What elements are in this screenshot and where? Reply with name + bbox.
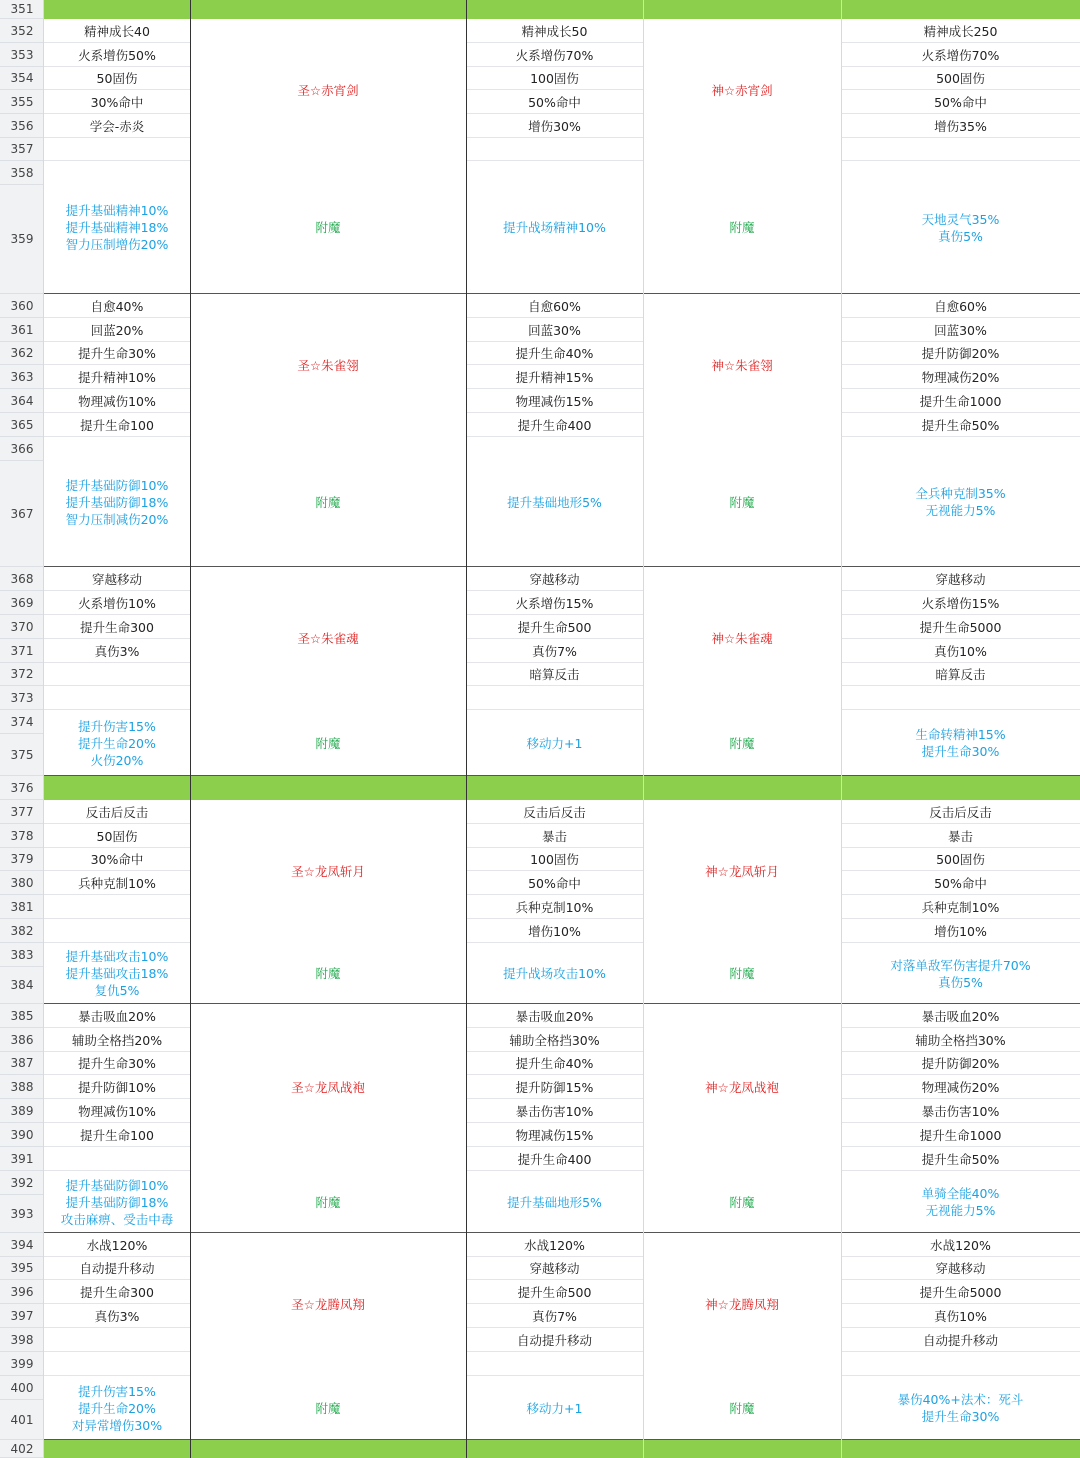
- stat-cell[interactable]: 提升生命500: [466, 1280, 643, 1304]
- stat-cell[interactable]: 自动提升移动: [44, 1257, 190, 1280]
- stat-cell[interactable]: 50%命中: [841, 90, 1080, 114]
- row-header[interactable]: 360: [0, 294, 44, 318]
- stat-cell[interactable]: 穿越移动: [466, 1257, 643, 1280]
- enchant-label-cell[interactable]: 附魔: [190, 943, 466, 1004]
- item-name-cell[interactable]: 神☆朱雀翎: [643, 294, 841, 437]
- stat-cell[interactable]: 提升精神15%: [466, 365, 643, 389]
- stat-cell[interactable]: 真伤7%: [466, 639, 643, 663]
- enchant-bonus-cell[interactable]: 移动力+1: [466, 1376, 643, 1440]
- row-header[interactable]: 363: [0, 365, 44, 389]
- row-header[interactable]: 375: [0, 734, 44, 776]
- enchant-bonus-cell[interactable]: 天地灵气35% 真伤5%: [841, 161, 1080, 294]
- stat-cell[interactable]: 自愈60%: [841, 294, 1080, 318]
- row-header[interactable]: 394: [0, 1233, 44, 1257]
- enchant-label-cell[interactable]: 附魔: [190, 710, 466, 776]
- enchant-label-cell[interactable]: 附魔: [643, 1376, 841, 1440]
- stat-cell[interactable]: 提升生命5000: [841, 615, 1080, 639]
- stat-cell[interactable]: 暴击: [466, 824, 643, 848]
- stat-cell[interactable]: 暗算反击: [466, 663, 643, 686]
- stat-cell[interactable]: 提升生命300: [44, 1280, 190, 1304]
- row-header[interactable]: 390: [0, 1123, 44, 1147]
- row-header[interactable]: 368: [0, 567, 44, 591]
- stat-cell[interactable]: 提升生命30%: [44, 342, 190, 365]
- stat-cell[interactable]: 真伤7%: [466, 1304, 643, 1328]
- row-header[interactable]: 365: [0, 413, 44, 437]
- row-header[interactable]: 381: [0, 895, 44, 919]
- stat-cell[interactable]: 反击后反击: [841, 800, 1080, 824]
- stat-cell[interactable]: [44, 663, 190, 686]
- stat-cell[interactable]: 回蓝30%: [466, 318, 643, 342]
- stat-cell[interactable]: 火系增伤70%: [466, 43, 643, 67]
- stat-cell[interactable]: [44, 686, 190, 710]
- row-header[interactable]: 371: [0, 639, 44, 663]
- stat-cell[interactable]: 穿越移动: [466, 567, 643, 591]
- stat-cell[interactable]: 辅助全格挡30%: [841, 1028, 1080, 1052]
- column-divider: [841, 0, 842, 1458]
- row-header[interactable]: 391: [0, 1147, 44, 1171]
- enchant-label-cell[interactable]: 附魔: [190, 161, 466, 294]
- column-divider: [466, 0, 467, 1458]
- enchant-bonus-cell[interactable]: 移动力+1: [466, 710, 643, 776]
- stat-cell[interactable]: 500固伤: [841, 67, 1080, 90]
- item-name-cell[interactable]: 圣☆赤宵剑: [190, 19, 466, 161]
- stat-cell[interactable]: 增伤10%: [466, 919, 643, 943]
- enchant-bonus-cell[interactable]: 提升基础防御10% 提升基础防御18% 攻击麻痹、受击中毒: [44, 1171, 190, 1233]
- stat-cell[interactable]: 辅助全格挡30%: [466, 1028, 643, 1052]
- stat-cell[interactable]: 穿越移动: [841, 567, 1080, 591]
- row-header[interactable]: 367: [0, 461, 44, 567]
- stat-cell[interactable]: 物理减伤10%: [44, 1099, 190, 1123]
- enchant-label-cell[interactable]: 附魔: [190, 1171, 466, 1233]
- stat-cell[interactable]: 提升生命400: [466, 413, 643, 437]
- stat-cell[interactable]: 提升防御15%: [466, 1075, 643, 1099]
- stat-cell[interactable]: 辅助全格挡20%: [44, 1028, 190, 1052]
- column-divider: [643, 0, 644, 1458]
- row-header[interactable]: 386: [0, 1028, 44, 1052]
- block-border: [44, 1439, 1080, 1440]
- stat-cell[interactable]: 30%命中: [44, 848, 190, 871]
- row-header[interactable]: 369: [0, 591, 44, 615]
- row-header[interactable]: 388: [0, 1075, 44, 1099]
- row-header[interactable]: 397: [0, 1304, 44, 1328]
- item-name-cell[interactable]: 神☆朱雀魂: [643, 567, 841, 710]
- section-header-bar: [44, 0, 1080, 19]
- stat-cell[interactable]: 火系增伤50%: [44, 43, 190, 67]
- stat-cell[interactable]: 提升生命50%: [841, 1147, 1080, 1171]
- row-header[interactable]: 357: [0, 138, 44, 161]
- stat-cell[interactable]: [841, 686, 1080, 710]
- stat-cell[interactable]: 暴击: [841, 824, 1080, 848]
- row-header[interactable]: 392: [0, 1171, 44, 1195]
- stat-cell[interactable]: 兵种克制10%: [44, 871, 190, 895]
- stat-cell[interactable]: 物理减伤15%: [466, 389, 643, 413]
- stat-cell[interactable]: 提升生命50%: [841, 413, 1080, 437]
- stat-cell[interactable]: [466, 138, 643, 161]
- row-header[interactable]: 379: [0, 848, 44, 871]
- stat-cell[interactable]: 提升生命1000: [841, 389, 1080, 413]
- row-header[interactable]: 364: [0, 389, 44, 413]
- row-header[interactable]: 353: [0, 43, 44, 67]
- stat-cell[interactable]: 物理减伤10%: [44, 389, 190, 413]
- stat-cell[interactable]: 提升生命5000: [841, 1280, 1080, 1304]
- enchant-label-cell[interactable]: 附魔: [643, 437, 841, 567]
- stat-cell[interactable]: 提升生命30%: [44, 1052, 190, 1075]
- enchant-bonus-cell[interactable]: 暴伤40%+法术：死斗 提升生命30%: [841, 1376, 1080, 1440]
- stat-cell[interactable]: 提升生命300: [44, 615, 190, 639]
- stat-cell[interactable]: 穿越移动: [44, 567, 190, 591]
- stat-cell[interactable]: 兵种克制10%: [841, 895, 1080, 919]
- stat-cell[interactable]: 真伤3%: [44, 1304, 190, 1328]
- stat-cell[interactable]: 火系增伤15%: [466, 591, 643, 615]
- row-header[interactable]: 399: [0, 1352, 44, 1376]
- stat-cell[interactable]: [44, 138, 190, 161]
- row-header[interactable]: 402: [0, 1440, 44, 1458]
- enchant-bonus-cell[interactable]: 提升伤害15% 提升生命20% 对异常增伤30%: [44, 1376, 190, 1440]
- enchant-bonus-cell[interactable]: 提升战场攻击10%: [466, 943, 643, 1004]
- stat-cell[interactable]: 学会-赤炎: [44, 114, 190, 138]
- enchant-bonus-cell[interactable]: 提升伤害15% 提升生命20% 火伤20%: [44, 710, 190, 776]
- stat-cell[interactable]: 50固伤: [44, 824, 190, 848]
- stat-cell[interactable]: 回蓝20%: [44, 318, 190, 342]
- enchant-label-cell[interactable]: 附魔: [643, 161, 841, 294]
- row-header[interactable]: 398: [0, 1328, 44, 1352]
- stat-cell[interactable]: 水战120%: [841, 1233, 1080, 1257]
- row-header[interactable]: 374: [0, 710, 44, 734]
- stat-cell[interactable]: 精神成长40: [44, 19, 190, 43]
- column-divider: [190, 0, 191, 1458]
- row-header[interactable]: 362: [0, 342, 44, 365]
- stat-cell[interactable]: [44, 1352, 190, 1376]
- stat-cell[interactable]: 真伤10%: [841, 1304, 1080, 1328]
- row-header[interactable]: 401: [0, 1400, 44, 1440]
- row-header[interactable]: 351: [0, 0, 44, 19]
- enchant-bonus-cell[interactable]: 单骑全能40% 无视能力5%: [841, 1171, 1080, 1233]
- row-header[interactable]: 384: [0, 967, 44, 1004]
- stat-cell[interactable]: 暴击吸血20%: [44, 1004, 190, 1028]
- enchant-bonus-cell[interactable]: 提升基础攻击10% 提升基础攻击18% 复仇5%: [44, 943, 190, 1004]
- stat-cell[interactable]: 提升生命40%: [466, 342, 643, 365]
- enchant-bonus-cell[interactable]: 生命转精神15% 提升生命30%: [841, 710, 1080, 776]
- stat-cell[interactable]: 暗算反击: [841, 663, 1080, 686]
- stat-cell[interactable]: 暴击吸血20%: [466, 1004, 643, 1028]
- item-name-cell[interactable]: 圣☆朱雀翎: [190, 294, 466, 437]
- row-header[interactable]: 377: [0, 800, 44, 824]
- stat-cell[interactable]: 增伤10%: [841, 919, 1080, 943]
- stat-cell[interactable]: 提升生命500: [466, 615, 643, 639]
- stat-cell[interactable]: 水战120%: [44, 1233, 190, 1257]
- enchant-label-cell[interactable]: 附魔: [190, 1376, 466, 1440]
- stat-cell[interactable]: 水战120%: [466, 1233, 643, 1257]
- stat-cell[interactable]: 50%命中: [841, 871, 1080, 895]
- stat-cell[interactable]: 提升防御20%: [841, 342, 1080, 365]
- stat-cell[interactable]: 穿越移动: [841, 1257, 1080, 1280]
- stat-cell[interactable]: 物理减伤15%: [466, 1123, 643, 1147]
- stat-cell[interactable]: 暴击伤害10%: [466, 1099, 643, 1123]
- stat-cell[interactable]: [466, 686, 643, 710]
- stat-cell[interactable]: [44, 919, 190, 943]
- row-header[interactable]: 387: [0, 1052, 44, 1075]
- row-header[interactable]: 358: [0, 161, 44, 185]
- row-header[interactable]: 372: [0, 663, 44, 686]
- enchant-label-cell[interactable]: 附魔: [190, 437, 466, 567]
- stat-cell[interactable]: 自愈60%: [466, 294, 643, 318]
- item-name-cell[interactable]: 神☆赤宵剑: [643, 19, 841, 161]
- stat-cell[interactable]: 精神成长250: [841, 19, 1080, 43]
- stat-cell[interactable]: [44, 1328, 190, 1352]
- stat-cell[interactable]: 火系增伤10%: [44, 591, 190, 615]
- row-header[interactable]: 385: [0, 1004, 44, 1028]
- stat-cell[interactable]: [841, 1352, 1080, 1376]
- row-header[interactable]: 378: [0, 824, 44, 848]
- stat-cell[interactable]: 兵种克制10%: [466, 895, 643, 919]
- row-header[interactable]: 366: [0, 437, 44, 461]
- item-name-cell[interactable]: 神☆龙凤战袍: [643, 1004, 841, 1171]
- enchant-label-cell[interactable]: 附魔: [643, 1171, 841, 1233]
- row-header[interactable]: 354: [0, 67, 44, 90]
- stat-cell[interactable]: 火系增伤15%: [841, 591, 1080, 615]
- stat-cell[interactable]: 暴击吸血20%: [841, 1004, 1080, 1028]
- stat-cell[interactable]: 真伤3%: [44, 639, 190, 663]
- row-header-divider: [43, 0, 44, 1458]
- stat-cell[interactable]: 提升生命100: [44, 1123, 190, 1147]
- enchant-bonus-cell[interactable]: 提升基础防御10% 提升基础防御18% 智力压制减伤20%: [44, 437, 190, 567]
- stat-cell[interactable]: 真伤10%: [841, 639, 1080, 663]
- enchant-bonus-cell[interactable]: 提升基础地形5%: [466, 1171, 643, 1233]
- row-header[interactable]: 396: [0, 1280, 44, 1304]
- stat-cell[interactable]: 30%命中: [44, 90, 190, 114]
- item-name-cell[interactable]: 圣☆朱雀魂: [190, 567, 466, 710]
- stat-cell[interactable]: 50%命中: [466, 871, 643, 895]
- stat-cell[interactable]: 反击后反击: [466, 800, 643, 824]
- item-name-cell[interactable]: 神☆龙凤斩月: [643, 800, 841, 943]
- stat-cell[interactable]: 提升生命1000: [841, 1123, 1080, 1147]
- enchant-bonus-cell[interactable]: 全兵种克制35% 无视能力5%: [841, 437, 1080, 567]
- stat-cell[interactable]: [44, 1147, 190, 1171]
- row-header[interactable]: 380: [0, 871, 44, 895]
- stat-cell[interactable]: 提升防御10%: [44, 1075, 190, 1099]
- stat-cell[interactable]: 100固伤: [466, 67, 643, 90]
- enchant-label-cell[interactable]: 附魔: [643, 710, 841, 776]
- row-header[interactable]: 382: [0, 919, 44, 943]
- enchant-bonus-cell[interactable]: 提升基础地形5%: [466, 437, 643, 567]
- stat-cell[interactable]: 50固伤: [44, 67, 190, 90]
- row-header[interactable]: 359: [0, 185, 44, 294]
- row-header[interactable]: 370: [0, 615, 44, 639]
- stat-cell[interactable]: [466, 1352, 643, 1376]
- row-header[interactable]: 373: [0, 686, 44, 710]
- row-header[interactable]: 389: [0, 1099, 44, 1123]
- block-border: [44, 775, 1080, 776]
- row-header[interactable]: 355: [0, 90, 44, 114]
- row-header[interactable]: 400: [0, 1376, 44, 1400]
- stat-cell[interactable]: 100固伤: [466, 848, 643, 871]
- enchant-bonus-cell[interactable]: 提升战场精神10%: [466, 161, 643, 294]
- stat-cell[interactable]: 增伤35%: [841, 114, 1080, 138]
- stat-cell[interactable]: [44, 895, 190, 919]
- stat-cell[interactable]: 物理减伤20%: [841, 365, 1080, 389]
- stat-cell[interactable]: 提升生命400: [466, 1147, 643, 1171]
- stat-cell[interactable]: 提升防御20%: [841, 1052, 1080, 1075]
- row-header[interactable]: 383: [0, 943, 44, 967]
- row-header[interactable]: 352: [0, 19, 44, 43]
- stat-cell[interactable]: 暴击伤害10%: [841, 1099, 1080, 1123]
- enchant-bonus-cell[interactable]: 对落单敌军伤害提升70% 真伤5%: [841, 943, 1080, 1004]
- item-name-cell[interactable]: 圣☆龙腾凤翔: [190, 1233, 466, 1376]
- stat-cell[interactable]: 50%命中: [466, 90, 643, 114]
- stat-cell[interactable]: 物理减伤20%: [841, 1075, 1080, 1099]
- stat-cell[interactable]: 提升精神10%: [44, 365, 190, 389]
- section-header-bar: [44, 776, 1080, 800]
- row-header[interactable]: 393: [0, 1195, 44, 1233]
- stat-cell[interactable]: 自动提升移动: [841, 1328, 1080, 1352]
- row-header[interactable]: 395: [0, 1257, 44, 1280]
- stat-cell[interactable]: 提升生命100: [44, 413, 190, 437]
- stat-cell[interactable]: 回蓝30%: [841, 318, 1080, 342]
- section-header-bar: [44, 1440, 1080, 1458]
- stat-cell[interactable]: 增伤30%: [466, 114, 643, 138]
- stat-cell[interactable]: 500固伤: [841, 848, 1080, 871]
- item-name-cell[interactable]: 圣☆龙凤斩月: [190, 800, 466, 943]
- row-header[interactable]: 361: [0, 318, 44, 342]
- stat-cell[interactable]: 自愈40%: [44, 294, 190, 318]
- stat-cell[interactable]: 反击后反击: [44, 800, 190, 824]
- row-header[interactable]: 376: [0, 776, 44, 800]
- item-name-cell[interactable]: 圣☆龙凤战袍: [190, 1004, 466, 1171]
- enchant-label-cell[interactable]: 附魔: [643, 943, 841, 1004]
- stat-cell[interactable]: 精神成长50: [466, 19, 643, 43]
- row-header[interactable]: 356: [0, 114, 44, 138]
- stat-cell[interactable]: 提升生命40%: [466, 1052, 643, 1075]
- stat-cell[interactable]: [841, 138, 1080, 161]
- enchant-bonus-cell[interactable]: 提升基础精神10% 提升基础精神18% 智力压制增伤20%: [44, 161, 190, 294]
- stat-cell[interactable]: 自动提升移动: [466, 1328, 643, 1352]
- item-name-cell[interactable]: 神☆龙腾凤翔: [643, 1233, 841, 1376]
- stat-cell[interactable]: 火系增伤70%: [841, 43, 1080, 67]
